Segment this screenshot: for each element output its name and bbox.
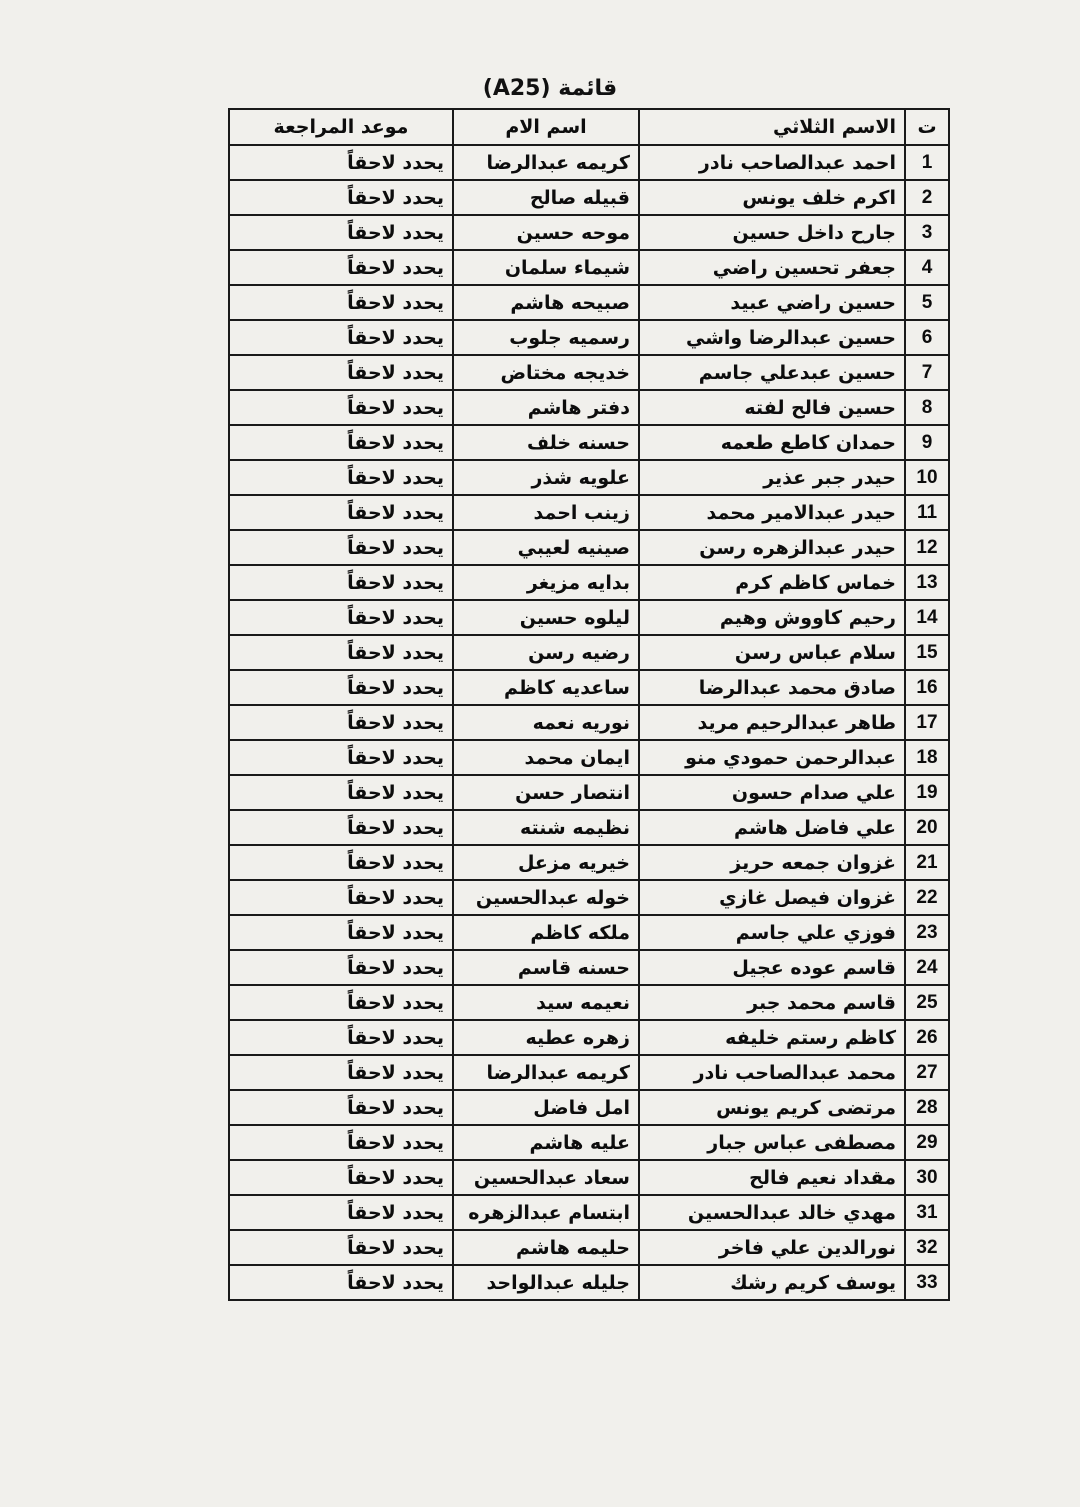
review-date-cell: يحدد لاحقاً — [229, 845, 453, 880]
table-row — [229, 495, 949, 530]
row-number: 20 — [905, 810, 949, 845]
full-name-cell: حيدر جبر عذير — [639, 460, 905, 495]
row-number: 12 — [905, 530, 949, 565]
mother-name-cell: ملكه كاظم — [453, 915, 639, 950]
review-date-cell: يحدد لاحقاً — [229, 985, 453, 1020]
mother-name-cell: علويه شذر — [453, 460, 639, 495]
table-row — [229, 670, 949, 705]
row-number: 15 — [905, 635, 949, 670]
full-name-cell: خماس كاظم كرم — [639, 565, 905, 600]
row-number: 28 — [905, 1090, 949, 1125]
full-name-cell: مقداد نعيم فالح — [639, 1160, 905, 1195]
mother-name-cell: خوله عبدالحسين — [453, 880, 639, 915]
full-name-cell: علي فاضل هاشم — [639, 810, 905, 845]
mother-name-cell: سعاد عبدالحسين — [453, 1160, 639, 1195]
row-number: 16 — [905, 670, 949, 705]
table-row — [229, 145, 949, 180]
row-number: 24 — [905, 950, 949, 985]
row-number: 3 — [905, 215, 949, 250]
full-name-cell: اكرم خلف يونس — [639, 180, 905, 215]
row-number: 5 — [905, 285, 949, 320]
row-number: 23 — [905, 915, 949, 950]
row-number: 32 — [905, 1230, 949, 1265]
mother-name-cell: نظيمه شنته — [453, 810, 639, 845]
row-number: 18 — [905, 740, 949, 775]
table-row — [229, 1055, 949, 1090]
table-row — [229, 705, 949, 740]
mother-name-cell: امل فاضل — [453, 1090, 639, 1125]
mother-name-cell: جليله عبدالواحد — [453, 1265, 639, 1300]
mother-name-cell: زهره عطيه — [453, 1020, 639, 1055]
table-row — [229, 180, 949, 215]
review-date-cell: يحدد لاحقاً — [229, 495, 453, 530]
review-date-cell: يحدد لاحقاً — [229, 1020, 453, 1055]
mother-name-cell: صبيحه هاشم — [453, 285, 639, 320]
table-row — [229, 1020, 949, 1055]
full-name-cell: جارح داخل حسين — [639, 215, 905, 250]
mother-name-cell: حسنه خلف — [453, 425, 639, 460]
mother-name-cell: خديجه مختاض — [453, 355, 639, 390]
review-date-cell: يحدد لاحقاً — [229, 250, 453, 285]
table-row — [229, 880, 949, 915]
review-date-cell: يحدد لاحقاً — [229, 810, 453, 845]
mother-name-cell: انتصار حسن — [453, 775, 639, 810]
mother-name-cell: صينيه لعيبي — [453, 530, 639, 565]
full-name-cell: غزوان جمعه حريز — [639, 845, 905, 880]
full-name-cell: صادق محمد عبدالرضا — [639, 670, 905, 705]
row-number: 22 — [905, 880, 949, 915]
table-row — [229, 600, 949, 635]
table-row — [229, 285, 949, 320]
mother-name-cell: نعيمه سيد — [453, 985, 639, 1020]
row-number: 29 — [905, 1125, 949, 1160]
table-row — [229, 1195, 949, 1230]
review-date-cell: يحدد لاحقاً — [229, 565, 453, 600]
table-row — [229, 1160, 949, 1195]
table-row — [229, 320, 949, 355]
table-row — [229, 1265, 949, 1300]
full-name-cell: حسين راضي عبيد — [639, 285, 905, 320]
mother-name-cell: حسنه قاسم — [453, 950, 639, 985]
review-date-cell: يحدد لاحقاً — [229, 635, 453, 670]
full-name-cell: حسين فالح لفته — [639, 390, 905, 425]
row-number: 2 — [905, 180, 949, 215]
review-date-cell: يحدد لاحقاً — [229, 180, 453, 215]
table-row — [229, 845, 949, 880]
review-date-cell: يحدد لاحقاً — [229, 390, 453, 425]
table-header-row — [229, 109, 949, 145]
review-date-cell: يحدد لاحقاً — [229, 530, 453, 565]
table-row — [229, 985, 949, 1020]
mother-name-cell: ساعديه كاظم — [453, 670, 639, 705]
list-title: قائمة (A25) — [482, 76, 618, 101]
table-row — [229, 635, 949, 670]
full-name-cell: مهدي خالد عبدالحسين — [639, 1195, 905, 1230]
full-name-cell: حمدان كاطع طعمه — [639, 425, 905, 460]
mother-name-cell: شيماء سلمان — [453, 250, 639, 285]
row-number: 33 — [905, 1265, 949, 1300]
table-row — [229, 425, 949, 460]
table-row — [229, 915, 949, 950]
column-header-review-date: موعد المراجعة — [229, 109, 453, 145]
full-name-cell: مصطفى عباس جبار — [639, 1125, 905, 1160]
review-date-cell: يحدد لاحقاً — [229, 1230, 453, 1265]
review-date-cell: يحدد لاحقاً — [229, 215, 453, 250]
row-number: 10 — [905, 460, 949, 495]
review-date-cell: يحدد لاحقاً — [229, 1055, 453, 1090]
mother-name-cell: دفتر هاشم — [453, 390, 639, 425]
table-row — [229, 390, 949, 425]
full-name-cell: يوسف كريم رشك — [639, 1265, 905, 1300]
table-body — [229, 145, 949, 1300]
row-number: 13 — [905, 565, 949, 600]
review-date-cell: يحدد لاحقاً — [229, 285, 453, 320]
row-number: 9 — [905, 425, 949, 460]
mother-name-cell: عليه هاشم — [453, 1125, 639, 1160]
column-header-mother-name: اسم الام — [453, 109, 639, 145]
mother-name-cell: رضيه رسن — [453, 635, 639, 670]
full-name-cell: قاسم محمد جبر — [639, 985, 905, 1020]
row-number: 31 — [905, 1195, 949, 1230]
full-name-cell: نورالدين علي فاخر — [639, 1230, 905, 1265]
mother-name-cell: رسميه جلوب — [453, 320, 639, 355]
full-name-cell: رحيم كاووش وهيم — [639, 600, 905, 635]
table-row — [229, 1090, 949, 1125]
full-name-cell: مرتضى كريم يونس — [639, 1090, 905, 1125]
table-row — [229, 460, 949, 495]
review-date-cell: يحدد لاحقاً — [229, 740, 453, 775]
review-date-cell: يحدد لاحقاً — [229, 425, 453, 460]
mother-name-cell: ايمان محمد — [453, 740, 639, 775]
table-row — [229, 810, 949, 845]
review-date-cell: يحدد لاحقاً — [229, 460, 453, 495]
full-name-cell: قاسم عوده عجيل — [639, 950, 905, 985]
review-date-cell: يحدد لاحقاً — [229, 320, 453, 355]
table-row — [229, 565, 949, 600]
review-date-cell: يحدد لاحقاً — [229, 145, 453, 180]
full-name-cell: احمد عبدالصاحب نادر — [639, 145, 905, 180]
mother-name-cell: ابتسام عبدالزهره — [453, 1195, 639, 1230]
full-name-cell: حسين عبدعلي جاسم — [639, 355, 905, 390]
full-name-cell: حيدر عبدالزهره رسن — [639, 530, 905, 565]
mother-name-cell: كريمه عبدالرضا — [453, 1055, 639, 1090]
mother-name-cell: خيريه مزعل — [453, 845, 639, 880]
table-row — [229, 530, 949, 565]
full-name-cell: كاظم رستم خليفه — [639, 1020, 905, 1055]
row-number: 1 — [905, 145, 949, 180]
review-date-cell: يحدد لاحقاً — [229, 1195, 453, 1230]
table-row — [229, 1125, 949, 1160]
review-date-cell: يحدد لاحقاً — [229, 355, 453, 390]
mother-name-cell: كريمه عبدالرضا — [453, 145, 639, 180]
review-date-cell: يحدد لاحقاً — [229, 915, 453, 950]
table-row — [229, 215, 949, 250]
mother-name-cell: زينب احمد — [453, 495, 639, 530]
mother-name-cell: نوريه نعمه — [453, 705, 639, 740]
full-name-cell: حيدر عبدالامير محمد — [639, 495, 905, 530]
mother-name-cell: قبيله صالح — [453, 180, 639, 215]
row-number: 8 — [905, 390, 949, 425]
table-row — [229, 250, 949, 285]
review-date-cell: يحدد لاحقاً — [229, 1160, 453, 1195]
review-date-cell: يحدد لاحقاً — [229, 1265, 453, 1300]
full-name-cell: جعفر تحسين راضي — [639, 250, 905, 285]
row-number: 4 — [905, 250, 949, 285]
mother-name-cell: موحه حسين — [453, 215, 639, 250]
row-number: 27 — [905, 1055, 949, 1090]
row-number: 17 — [905, 705, 949, 740]
row-number: 25 — [905, 985, 949, 1020]
review-date-cell: يحدد لاحقاً — [229, 775, 453, 810]
full-name-cell: غزوان فيصل غازي — [639, 880, 905, 915]
row-number: 11 — [905, 495, 949, 530]
review-date-cell: يحدد لاحقاً — [229, 1090, 453, 1125]
row-number: 6 — [905, 320, 949, 355]
review-date-cell: يحدد لاحقاً — [229, 705, 453, 740]
full-name-cell: حسين عبدالرضا واشي — [639, 320, 905, 355]
review-date-cell: يحدد لاحقاً — [229, 600, 453, 635]
row-number: 26 — [905, 1020, 949, 1055]
review-date-cell: يحدد لاحقاً — [229, 880, 453, 915]
full-name-cell: عبدالرحمن حمودي منو — [639, 740, 905, 775]
column-header-number: ت — [905, 109, 949, 145]
table-row — [229, 740, 949, 775]
full-name-cell: علي صدام حسون — [639, 775, 905, 810]
review-date-cell: يحدد لاحقاً — [229, 670, 453, 705]
roster-table — [228, 108, 950, 1301]
row-number: 19 — [905, 775, 949, 810]
row-number: 7 — [905, 355, 949, 390]
mother-name-cell: ليلوه حسين — [453, 600, 639, 635]
full-name-cell: سلام عباس رسن — [639, 635, 905, 670]
row-number: 30 — [905, 1160, 949, 1195]
review-date-cell: يحدد لاحقاً — [229, 950, 453, 985]
full-name-cell: محمد عبدالصاحب نادر — [639, 1055, 905, 1090]
table-row — [229, 950, 949, 985]
table-row — [229, 775, 949, 810]
row-number: 14 — [905, 600, 949, 635]
table-row — [229, 1230, 949, 1265]
mother-name-cell: بدايه مزيغر — [453, 565, 639, 600]
review-date-cell: يحدد لاحقاً — [229, 1125, 453, 1160]
table-row — [229, 355, 949, 390]
column-header-full-name: الاسم الثلاثي — [639, 109, 905, 145]
full-name-cell: طاهر عبدالرحيم مريد — [639, 705, 905, 740]
full-name-cell: فوزي علي جاسم — [639, 915, 905, 950]
row-number: 21 — [905, 845, 949, 880]
mother-name-cell: حليمه هاشم — [453, 1230, 639, 1265]
